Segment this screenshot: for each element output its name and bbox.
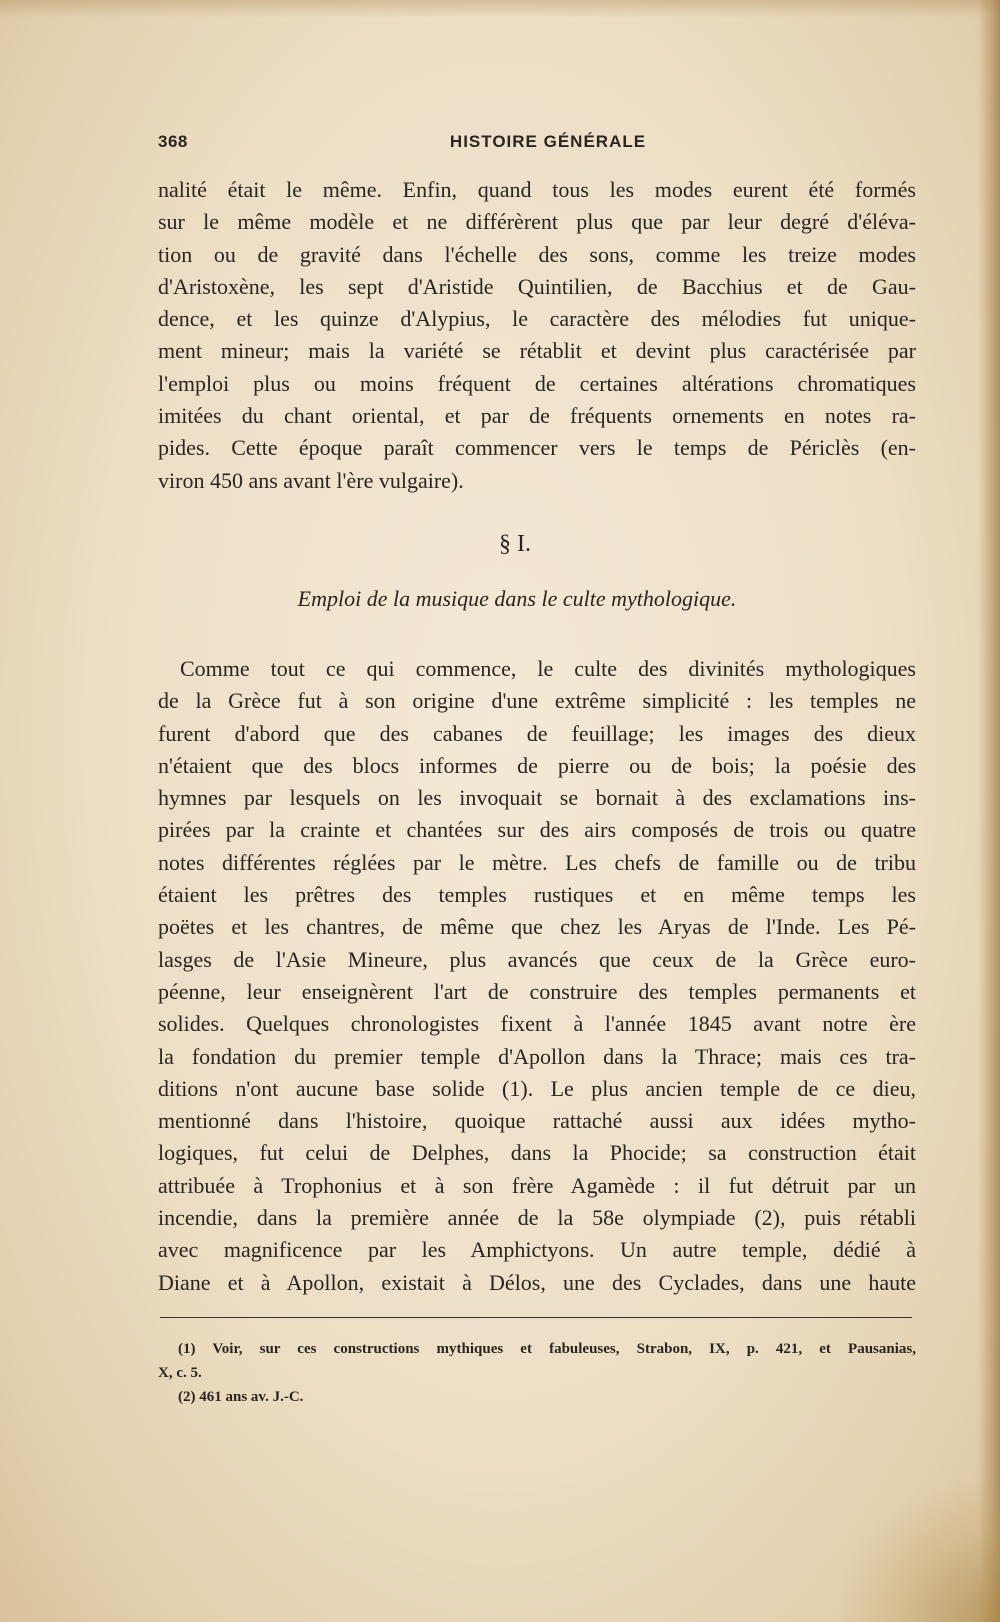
text-line: l'emploi plus ou moins fréquent de certaines altérations chromatiques (158, 370, 916, 396)
page-edge-shadow-right (978, 0, 1000, 1622)
text-line: pirées par la crainte et chantées sur des airs composés de trois ou quatre (158, 817, 916, 843)
text-line: ditions n'ont aucune base solide (1). Le plus ancien temple de ce dieu, (158, 1075, 916, 1101)
running-title: HISTOIRE GÉNÉRALE (449, 132, 647, 151)
text-line: nalité était le même. Enfin, quand tous les modes eurent été formés (158, 177, 916, 202)
footnotes (158, 1337, 916, 1409)
paragraph-2 (158, 653, 916, 1299)
page-number: 368 (158, 132, 188, 151)
text-line: pides. Cette époque paraît commencer vers le temps de Périclès (en- (158, 435, 916, 461)
text-line: mentionné dans l'histoire, quoique rattaché aussi aux idées mytho- (158, 1108, 916, 1134)
text-line: notes différentes réglées par le mètre. Les chefs de famille ou de tribu (158, 849, 916, 875)
page-header (158, 132, 916, 160)
text-line: d'Aristoxène, les sept d'Aristide Quintilien, de Bacchius et de Gau- (158, 273, 916, 299)
text-line: hymnes par lesquels on les invoquait se bornait à des exclamations ins- (158, 785, 916, 811)
text-line: logiques, fut celui de Delphes, dans la Phocide; sa construction était (158, 1140, 916, 1166)
section-mark: § I. (499, 531, 531, 557)
text-line: Comme tout ce qui commence, le culte des divinités mythologiques (180, 656, 916, 681)
text-line: avec magnificence par les Amphictyons. Un autre temple, dédié à (158, 1237, 916, 1263)
text-line: tion ou de gravité dans l'échelle des sons, comme les treize modes (158, 241, 916, 267)
text-line: solides. Quelques chronologistes fixent à l'année 1845 avant notre ère (158, 1011, 916, 1037)
text-line: attribuée à Trophonius et à son frère Agamède : il fut détruit par un (158, 1172, 916, 1198)
text-line: poëtes et les chantres, de même que chez les Aryas de l'Inde. Les Pé- (158, 914, 916, 940)
footnote-2: (2) 461 ans av. J.-C. (178, 1389, 304, 1405)
text-line: ment mineur; mais la variété se rétablit et devint plus caractérisée par (158, 338, 916, 364)
section-title: Emploi de la musique dans le culte mythologique. (297, 586, 737, 611)
footnote-1: (1) Voir, sur ces constructions mythiques et fabuleuses, Strabon, IX, p. 421, et Pausanias, (178, 1341, 916, 1357)
corner-stain (840, 1482, 1000, 1622)
page-edge-shadow-top (0, 0, 1000, 18)
footnote-divider (160, 1317, 912, 1318)
text-line: incendie, dans la première année de la 58e olympiade (2), puis rétabli (158, 1205, 916, 1231)
text-line: étaient les prêtres des temples rustiques et en même temps les (158, 882, 916, 908)
text-line: la fondation du premier temple d'Apollon dans la Thrace; mais ces tra- (158, 1043, 916, 1069)
text-line: viron 450 ans avant l'ère vulgaire). (158, 467, 464, 493)
text-line: sur le même modèle et ne différèrent plus que par leur degré d'éléva- (158, 209, 916, 235)
text-line: de la Grèce fut à son origine d'une extrême simplicité : les temples ne (158, 688, 916, 714)
text-line: n'étaient que des blocs informes de pierre ou de bois; la poésie des (158, 752, 916, 778)
text-line: lasges de l'Asie Mineure, plus avancés que ceux de la Grèce euro- (158, 946, 916, 972)
paragraph-1 (158, 174, 916, 497)
text-line: dence, et les quinze d'Alypius, le caractère des mélodies fut unique- (158, 306, 916, 332)
text-line: furent d'abord que des cabanes de feuillage; les images des dieux (158, 720, 916, 746)
text-line: Diane et à Apollon, existait à Délos, une des Cyclades, dans une haute (158, 1269, 916, 1295)
footnote-1-continued: X, c. 5. (158, 1365, 202, 1381)
text-line: péenne, leur enseignèrent l'art de construire des temples permanents et (158, 978, 916, 1004)
text-line: imitées du chant oriental, et par de fréquents ornements en notes ra- (158, 403, 916, 429)
